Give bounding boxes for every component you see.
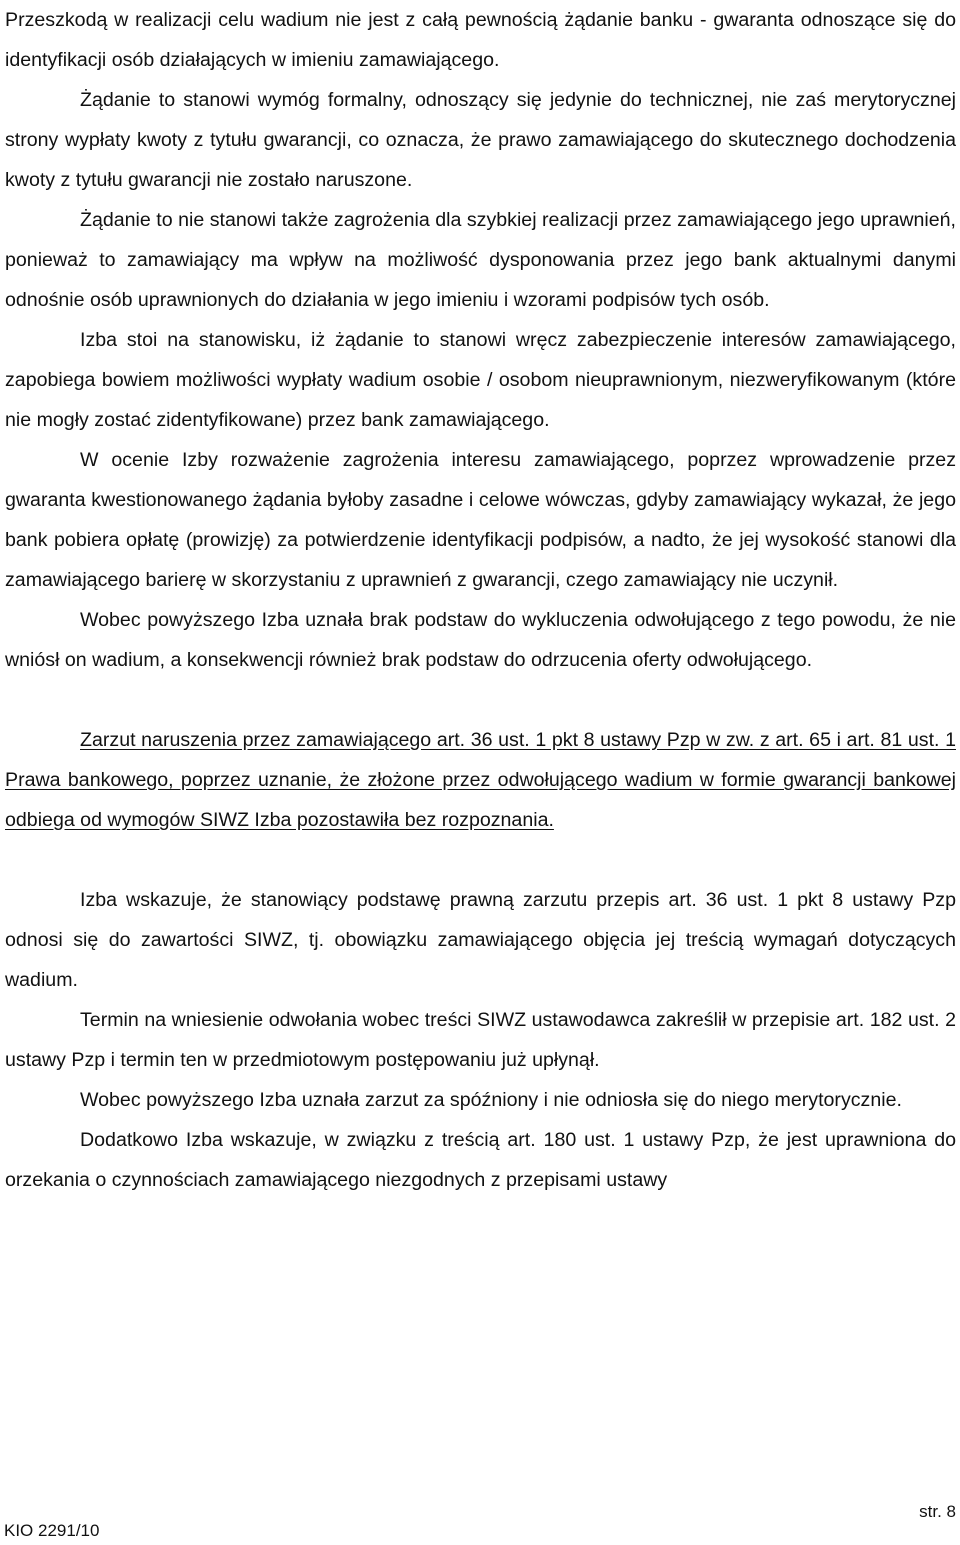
paragraph: Żądanie to nie stanowi także zagrożenia dla szybkiej realizacji przez zamawiającego jego uprawnień, ponieważ to zamawiający ma wpływ na możliwość dysponowania przez jego bank aktualnymi danymi odnośnie osób uprawnionych do działania w jego imieniu i wzorami podpisów tych osób. (5, 209, 956, 311)
footer-case-number: KIO 2291/10 (4, 1521, 100, 1540)
footer-page-number: str. 8 (919, 1502, 956, 1521)
document-body (5, 0, 956, 1200)
paragraph: Izba wskazuje, że stanowiący podstawę prawną zarzutu przepis art. 36 ust. 1 pkt 8 ustawy Pzp odnosi się do zawartości SIWZ, tj. obowiązku zamawiającego objęcia jej treścią wymagań dotyczących wadium. (5, 889, 956, 991)
paragraph: Żądanie to stanowi wymóg formalny, odnoszący się jedynie do technicznej, nie zaś merytorycznej strony wypłaty kwoty z tytułu gwarancji, co oznacza, że prawo zamawiającego do skutecznego dochodzenia kwoty z tytułu gwarancji nie zostało naruszone. (5, 89, 956, 191)
paragraph: Izba stoi na stanowisku, iż żądanie to stanowi wręcz zabezpieczenie interesów zamawiającego, zapobiega bowiem możliwości wypłaty wadium osobie / osobom nieuprawnionym, niezweryfikowanym (które nie mogły zostać zidentyfikowane) przez bank zamawiającego. (5, 329, 956, 431)
paragraph: Dodatkowo Izba wskazuje, w związku z treścią art. 180 ust. 1 ustawy Pzp, że jest uprawniona do orzekania o czynnościach zamawiającego niezgodnych z przepisami ustawy (5, 1129, 956, 1191)
paragraph: Wobec powyższego Izba uznała zarzut za spóźniony i nie odniosła się do niego merytorycznie. (80, 1089, 902, 1111)
spacer (5, 840, 956, 880)
paragraph: W ocenie Izby rozważenie zagrożenia interesu zamawiającego, poprzez wprowadzenie przez gwaranta kwestionowanego żądania byłoby zasadne i celowe wówczas, gdyby zamawiający wykazał, że jego bank pobiera opłatę (prowizję) za potwierdzenie identyfikacji podpisów, a nadto, że jej wysokość stanowi dla zamawiającego barierę w skorzystaniu z uprawnień z gwarancji, czego zamawiający nie uczynił. (5, 449, 956, 591)
section-heading: Zarzut naruszenia przez zamawiającego art. 36 ust. 1 pkt 8 ustawy Pzp w zw. z art. 65 i art. 81 ust. 1 Prawa bankowego, poprzez uznanie, że złożone przez odwołującego wadium w formie gwarancji bankowej odbiega od wymogów SIWZ Izba pozostawiła bez rozpoznania. (5, 729, 956, 831)
paragraph: Termin na wniesienie odwołania wobec treści SIWZ ustawodawca zakreślił w przepisie art. 182 ust. 2 ustawy Pzp i termin ten w przedmiotowym postępowaniu już upłynął. (5, 1009, 956, 1071)
spacer (5, 680, 956, 720)
paragraph: Wobec powyższego Izba uznała brak podstaw do wykluczenia odwołującego z tego powodu, że nie wniósł on wadium, a konsekwencji również brak podstaw do odrzucenia oferty odwołującego. (5, 609, 956, 671)
paragraph: Przeszkodą w realizacji celu wadium nie jest z całą pewnością żądanie banku - gwaranta odnoszące się do identyfikacji osób działających w imieniu zamawiającego. (5, 9, 956, 71)
